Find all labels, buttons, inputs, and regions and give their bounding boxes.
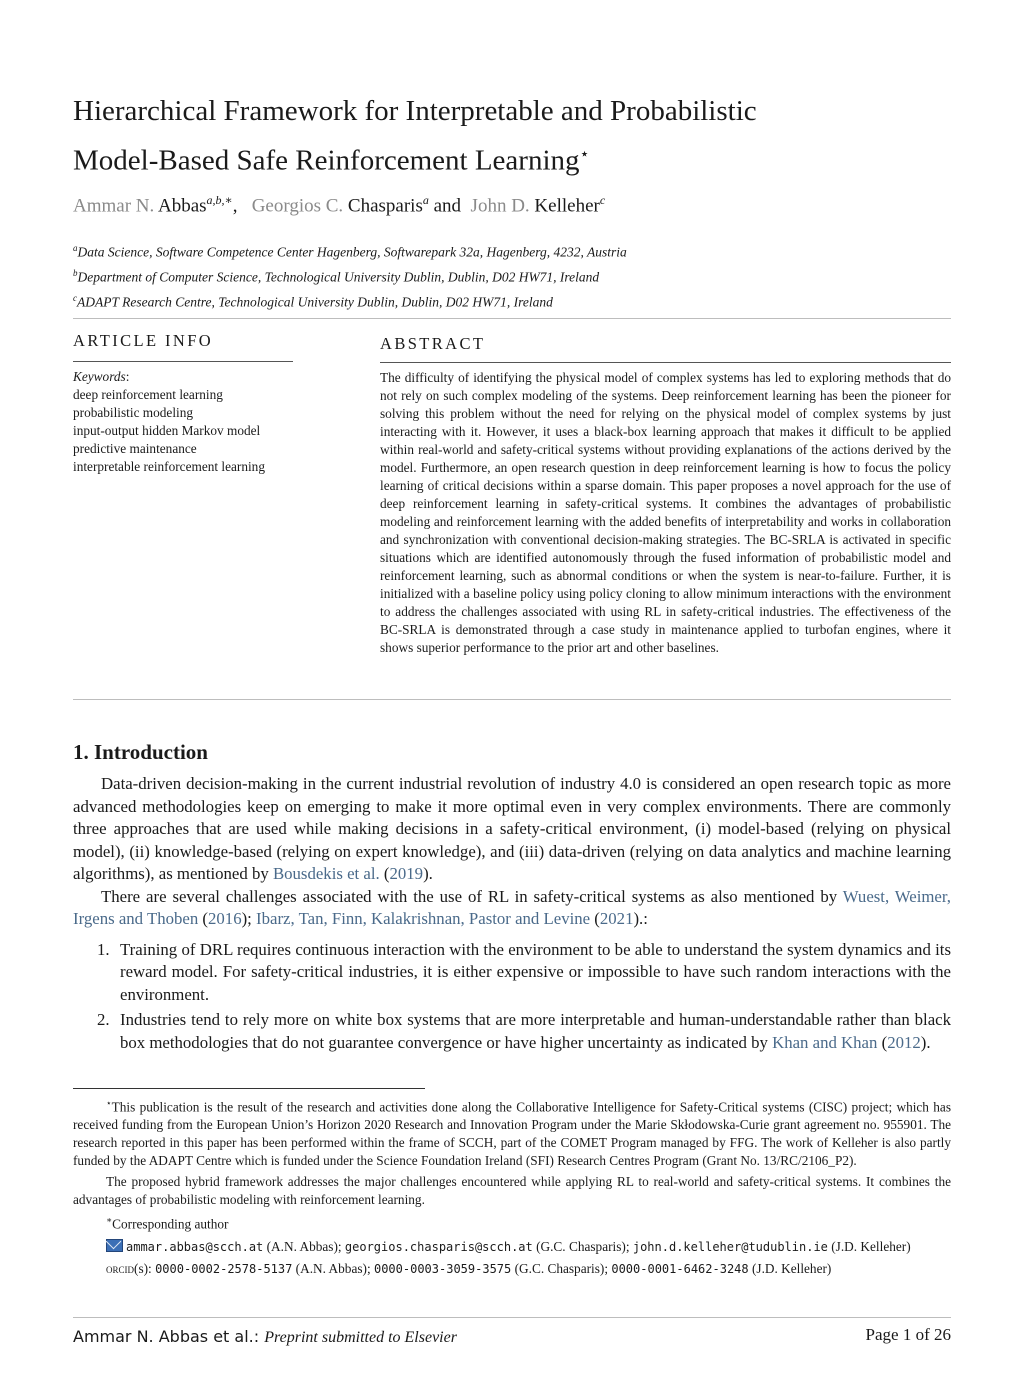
- footer-author: Ammar N. Abbas et al.:: [73, 1327, 265, 1346]
- title-line-1: Hierarchical Framework for Interpretable and Probabilistic: [73, 95, 757, 127]
- paragraph: [73, 886, 951, 931]
- citation-year-link[interactable]: 2012: [887, 1032, 921, 1052]
- keyword-item: predictive maintenance: [73, 441, 197, 456]
- affiliation-text: Department of Computer Science, Technological University Dublin, Dublin, D02 HW71, Ireland: [77, 269, 600, 285]
- citation-link[interactable]: Ibarz, Tan, Finn, Kalakrishnan, Pastor and Levine: [256, 909, 591, 928]
- footer-divider: [73, 1317, 951, 1318]
- footnote-orcids: [73, 1260, 951, 1278]
- running-footer: [73, 1327, 457, 1347]
- list-item: [73, 1009, 951, 1054]
- paper-title: [73, 90, 953, 183]
- author-last-name: Chasparis: [347, 195, 423, 217]
- author-separator: ,: [232, 195, 238, 217]
- orcid-link[interactable]: 0000-0003-3059-3575: [373, 1261, 512, 1276]
- article-info-rule: [73, 361, 293, 362]
- citation-link[interactable]: Wuest, Weimer, Irgens and Thoben: [73, 886, 951, 928]
- title-footnote-mark[interactable]: ⋆: [579, 146, 590, 163]
- section-heading-introduction: 1. Introduction: [73, 740, 208, 764]
- footnote-summary: The proposed hybrid framework addresses the major challenges encountered while applying RL to real-world and safety-critical systems. It combines the advantages of probabilistic modeling with reinforcement learning.: [73, 1174, 951, 1208]
- footnote-text: Corresponding author: [112, 1216, 229, 1232]
- header-divider: [73, 318, 951, 319]
- email-link[interactable]: john.d.kelleher@tudublin.ie: [632, 1239, 828, 1254]
- author-last-name: Abbas: [157, 195, 207, 217]
- paragraph-text: (: [379, 864, 390, 883]
- footnote-mark: ∗: [106, 1215, 113, 1226]
- email-link[interactable]: georgios.chasparis@scch.at: [344, 1239, 533, 1254]
- affiliation-mark: c: [73, 293, 77, 303]
- email-link[interactable]: ammar.abbas@scch.at: [126, 1239, 264, 1254]
- challenge-list: [73, 939, 951, 1055]
- affiliation-item: [73, 238, 627, 263]
- abstract-heading: ABSTRACT: [380, 334, 486, 353]
- affiliation-text: Data Science, Software Competence Center Hagenberg, Softwarepark 32a, Hagenberg, 4232, Austria: [77, 244, 627, 260]
- keyword-item: input-output hidden Markov model: [73, 423, 261, 438]
- keywords-block: Keywords: deep reinforcement learning probabilistic modeling input-output hidden Markov model predictive maintenance interpretable reinforcement learning: [73, 369, 265, 474]
- list-item-text: Training of DRL requires continuous interaction with the environment to be able to understand the system dynamics and its reward model. For safety-critical industries, it is either expensive or impossible to have such random interactions with the environment.: [120, 939, 951, 1004]
- footnote-mark: ⋆: [106, 1098, 112, 1108]
- orcid-link[interactable]: 0000-0002-2578-5137: [155, 1261, 293, 1276]
- paragraph-text: (: [590, 909, 600, 928]
- abstract-text: The difficulty of identifying the physical model of complex systems has led to exploring methods that do not rely on such complex modeling of the systems. Deep reinforcement learning has been the pioneer for solving this problem without the need for relying on the physical model of complex systems by just interacting with it. However, it uses a black-box learning approach that makes it difficult to be applied within real-world and safety-critical systems without providing explanations of the actions derived by the model. Furthermore, an open research question in deep reinforcement learning is how to focus the policy learning of critical decisions within a sparse domain. This paper proposes a novel approach for the use of deep reinforcement learning in safety-critical systems. It combines the advantages of probabilistic modeling and reinforcement learning with the added benefits of interpretability and works in collaboration and synchronization with conventional decision-making strategies. The BC-SRLA is activated in specific situations which are identified autonomously through the fused information of probabilistic model and reinforcement learning, such as abnormal conditions or when the system is near-to-failure. Further, it is initialized with a baseline policy using policy cloning to allow minimum interactions with the environment to address the challenges associated with using RL in safety-critical industries. The effectiveness of the BC-SRLA is demonstrated through a case study in maintenance applied to turbofan engines, where it shows superior performance to the prior art and other baselines.: [380, 370, 951, 655]
- paragraph-text: (: [198, 909, 209, 928]
- author-separator: and: [433, 195, 462, 217]
- orcid-owner: (J.D. Kelleher): [748, 1260, 832, 1276]
- footnotes: [73, 1094, 951, 1278]
- affiliations: [73, 238, 627, 313]
- citation-year-link[interactable]: 2019: [389, 864, 424, 883]
- footer-venue: Preprint submitted to Elsevier: [264, 1329, 457, 1346]
- citation-link[interactable]: Bousdekis et al.: [272, 864, 380, 883]
- affiliation-mark: b: [73, 268, 78, 278]
- author-affiliation-mark: a: [422, 193, 429, 207]
- paragraph-text: Data-driven decision-making in the current industrial revolution of industry 4.0 is considered an open research topic as more advanced methodologies keep on emerging to make it more optimal even in very complex environments. There are commonly three approaches that are used while making decisions in a safety-critical environment, (i) model-based (relying on physical model), (ii) knowledge-based (relying on expert knowledge), and (iii) data-driven (relying on data analytics and machine learning algorithms), as mentioned by: [73, 774, 951, 883]
- email-owner: (J.D. Kelleher): [827, 1238, 911, 1254]
- author-first-name[interactable]: John D.: [470, 195, 530, 217]
- page-number: Page 1 of 26: [865, 1325, 951, 1344]
- envelope-icon: [106, 1239, 123, 1252]
- citation-year-link[interactable]: 2021: [599, 909, 634, 928]
- keyword-item: probabilistic modeling: [73, 405, 194, 420]
- list-item-text: (: [877, 1032, 888, 1052]
- citation-link[interactable]: Khan and Khan: [772, 1032, 878, 1052]
- affiliation-item: [73, 288, 627, 313]
- keyword-item: interpretable reinforcement learning: [73, 459, 265, 474]
- list-item-text: ).: [920, 1032, 931, 1052]
- article-info-heading: ARTICLE INFO: [73, 331, 214, 350]
- email-owner: (G.C. Chasparis);: [532, 1238, 633, 1254]
- abstract-rule: [380, 362, 951, 363]
- author-affiliation-mark: c: [599, 193, 606, 207]
- paragraph-text: There are several challenges associated with the use of RL in safety-critical systems as also mentioned by: [101, 886, 843, 906]
- orcid-link[interactable]: 0000-0001-6462-3248: [611, 1261, 749, 1276]
- orcid-owner: (G.C. Chasparis);: [511, 1260, 612, 1276]
- footnote-corresponding: [73, 1211, 951, 1233]
- affiliation-item: [73, 263, 627, 288]
- title-line-2: Model-Based Safe Reinforcement Learning: [73, 144, 580, 177]
- list-number: 2.: [97, 1010, 110, 1029]
- paragraph-text: ).: [423, 864, 433, 883]
- footnote-emails: [73, 1238, 951, 1256]
- list-item: [73, 939, 951, 1007]
- abstract-divider: [73, 699, 951, 700]
- author-affiliation-mark: a,b,∗: [206, 193, 233, 207]
- author-first-name[interactable]: Georgios C.: [251, 195, 344, 217]
- email-owner: (A.N. Abbas);: [263, 1238, 345, 1254]
- orcid-label: orcid: [106, 1260, 135, 1276]
- affiliation-mark: a: [73, 243, 78, 253]
- footnote-text: This publication is the result of the research and activities done along the Collaborative Intelligence for Safety-Critical systems (CISC) project; which has received funding from the European Union’s Horizon 2020 Research and Innovation Program under the Marie Skłodowska-Curie grant agreement no. 955901. The research reported in this paper has been performed within the frame of SCCH, part of the COMET Program managed by FFG. The work of Kelleher is also partly funded by the ADAPT Centre which is funded under the Science Foundation Ireland (SFI) Research Centres Program (Grant No. 13/RC/2106_P2).: [73, 1099, 951, 1169]
- keywords-label: Keywords: [73, 369, 126, 384]
- author-list: [73, 193, 605, 217]
- affiliation-text: ADAPT Research Centre, Technological University Dublin, Dublin, D02 HW71, Ireland: [77, 294, 553, 310]
- introduction-body: [73, 773, 951, 1057]
- list-number: 1.: [97, 939, 110, 959]
- orcid-label-suffix: (s):: [134, 1260, 156, 1276]
- paragraph: [73, 773, 951, 886]
- citation-year-link[interactable]: 2016: [208, 909, 242, 928]
- orcid-owner: (A.N. Abbas);: [292, 1260, 374, 1276]
- author-first-name[interactable]: Ammar N.: [73, 195, 155, 217]
- footnote-funding: [73, 1094, 951, 1170]
- footnote-rule: [73, 1088, 425, 1089]
- list-item-text: Industries tend to rely more on white box systems that are more interpretable and human-understandable rather than black box methodologies that do not guarantee convergence or have higher uncertainty as indicated by: [120, 1010, 951, 1052]
- paragraph-text: ).:: [633, 909, 648, 928]
- keyword-item: deep reinforcement learning: [73, 387, 223, 402]
- author-last-name: Kelleher: [534, 195, 600, 217]
- paragraph-text: );: [241, 909, 257, 928]
